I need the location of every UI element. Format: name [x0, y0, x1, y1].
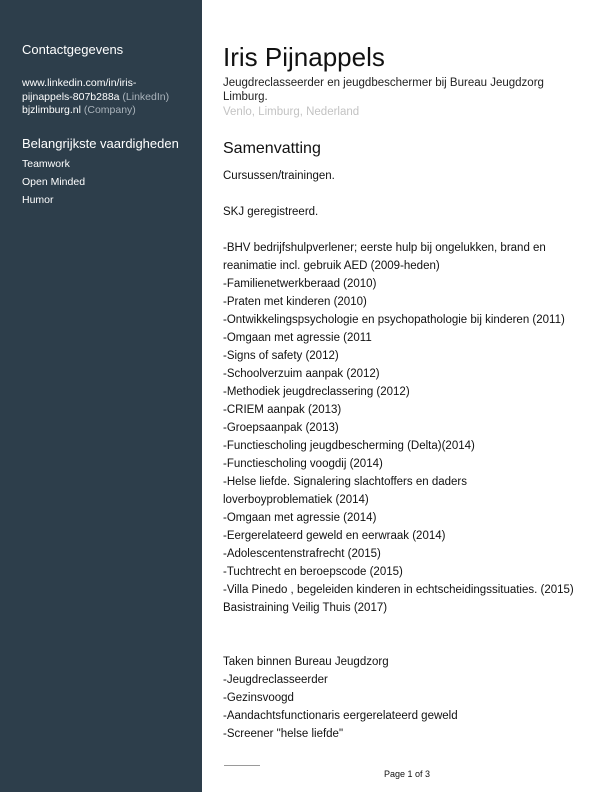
headline-line-1: Jeugdreclasseerder en jeugdbeschermer bij Bureau Jeugdzorg — [223, 77, 544, 89]
main-content — [202, 0, 612, 792]
skill-item: Open Minded — [22, 176, 86, 188]
summary-line: -Ontwikkelingspsychologie en psychopathologie bij kinderen (2011) — [223, 314, 565, 326]
summary-line: -Villa Pinedo , begeleiden kinderen in echtscheidingssituaties. (2015) — [223, 584, 574, 596]
summary-line — [223, 635, 608, 653]
summary-line: -Eergerelateerd geweld en eerwraak (2014) — [223, 530, 446, 542]
summary-line: -Omgaan met agressie (2011 — [223, 332, 372, 344]
profile-name: Iris Pijnappels — [223, 42, 385, 72]
summary-line: -Gezinsvoogd — [223, 692, 294, 704]
linkedin-label: (LinkedIn) — [122, 91, 170, 103]
summary-line: -Functiescholing jeugdbescherming (Delta)(2014) — [223, 440, 475, 452]
summary-line: -Praten met kinderen (2010) — [223, 296, 367, 308]
sidebar — [0, 0, 202, 792]
summary-line: reanimatie incl. gebruik AED (2009-heden) — [223, 260, 440, 272]
summary-line: -Tuchtrecht en beroepscode (2015) — [223, 566, 403, 578]
profile-headline — [223, 76, 583, 104]
headline-line-2: Limburg. — [223, 91, 268, 103]
summary-line: Taken binnen Bureau Jeugdzorg — [223, 656, 389, 668]
summary-line: -Methodiek jeugdreclassering (2012) — [223, 386, 410, 398]
summary-line: -Signs of safety (2012) — [223, 350, 339, 362]
summary-line: -Screener "helse liefde" — [223, 728, 344, 740]
summary-line: -Aandachtsfunctionaris eergerelateerd geweld — [223, 710, 458, 722]
summary-line: -Adolescentenstrafrecht (2015) — [223, 548, 381, 560]
company-link[interactable] — [22, 103, 136, 117]
summary-line: -Functiescholing voogdij (2014) — [223, 458, 383, 470]
company-url[interactable]: bjzlimburg.nl — [22, 104, 81, 116]
skill-item: Humor — [22, 194, 54, 206]
contact-heading: Contactgegevens — [22, 42, 124, 57]
summary-line: -Omgaan met agressie (2014) — [223, 512, 377, 524]
summary-line — [223, 185, 608, 203]
summary-line: -BHV bedrijfshulpverlener; eerste hulp bij ongelukken, brand en — [223, 242, 546, 254]
summary-line: -Familienetwerkberaad (2010) — [223, 278, 377, 290]
footer-divider — [224, 765, 260, 766]
linkedin-link[interactable] — [22, 76, 169, 104]
summary-line: -Groepsaanpak (2013) — [223, 422, 339, 434]
summary-line: -Helse liefde. Signalering slachtoffers en daders — [223, 476, 467, 488]
summary-line: Cursussen/trainingen. — [223, 170, 335, 182]
summary-line: Basistraining Veilig Thuis (2017) — [223, 602, 388, 614]
summary-line: -Schoolverzuim aanpak (2012) — [223, 368, 380, 380]
summary-line: -CRIEM aanpak (2013) — [223, 404, 342, 416]
company-label: (Company) — [83, 104, 136, 116]
summary-line — [223, 617, 608, 635]
summary-line: SKJ geregistreerd. — [223, 206, 319, 218]
summary-line — [223, 221, 608, 239]
page-number: Page 1 of 3 — [384, 769, 431, 779]
linkedin-url-line1[interactable]: www.linkedin.com/in/iris- — [22, 77, 137, 89]
summary-title: Samenvatting — [223, 140, 321, 157]
skills-heading: Belangrijkste vaardigheden — [22, 136, 179, 151]
summary-line: loverboyproblematiek (2014) — [223, 494, 369, 506]
linkedin-url-line2[interactable]: pijnappels-807b288a — [22, 91, 120, 103]
summary-text — [223, 167, 608, 743]
summary-line: -Jeugdreclasseerder — [223, 674, 328, 686]
profile-location: Venlo, Limburg, Nederland — [223, 106, 360, 118]
skill-item: Teamwork — [22, 158, 70, 170]
